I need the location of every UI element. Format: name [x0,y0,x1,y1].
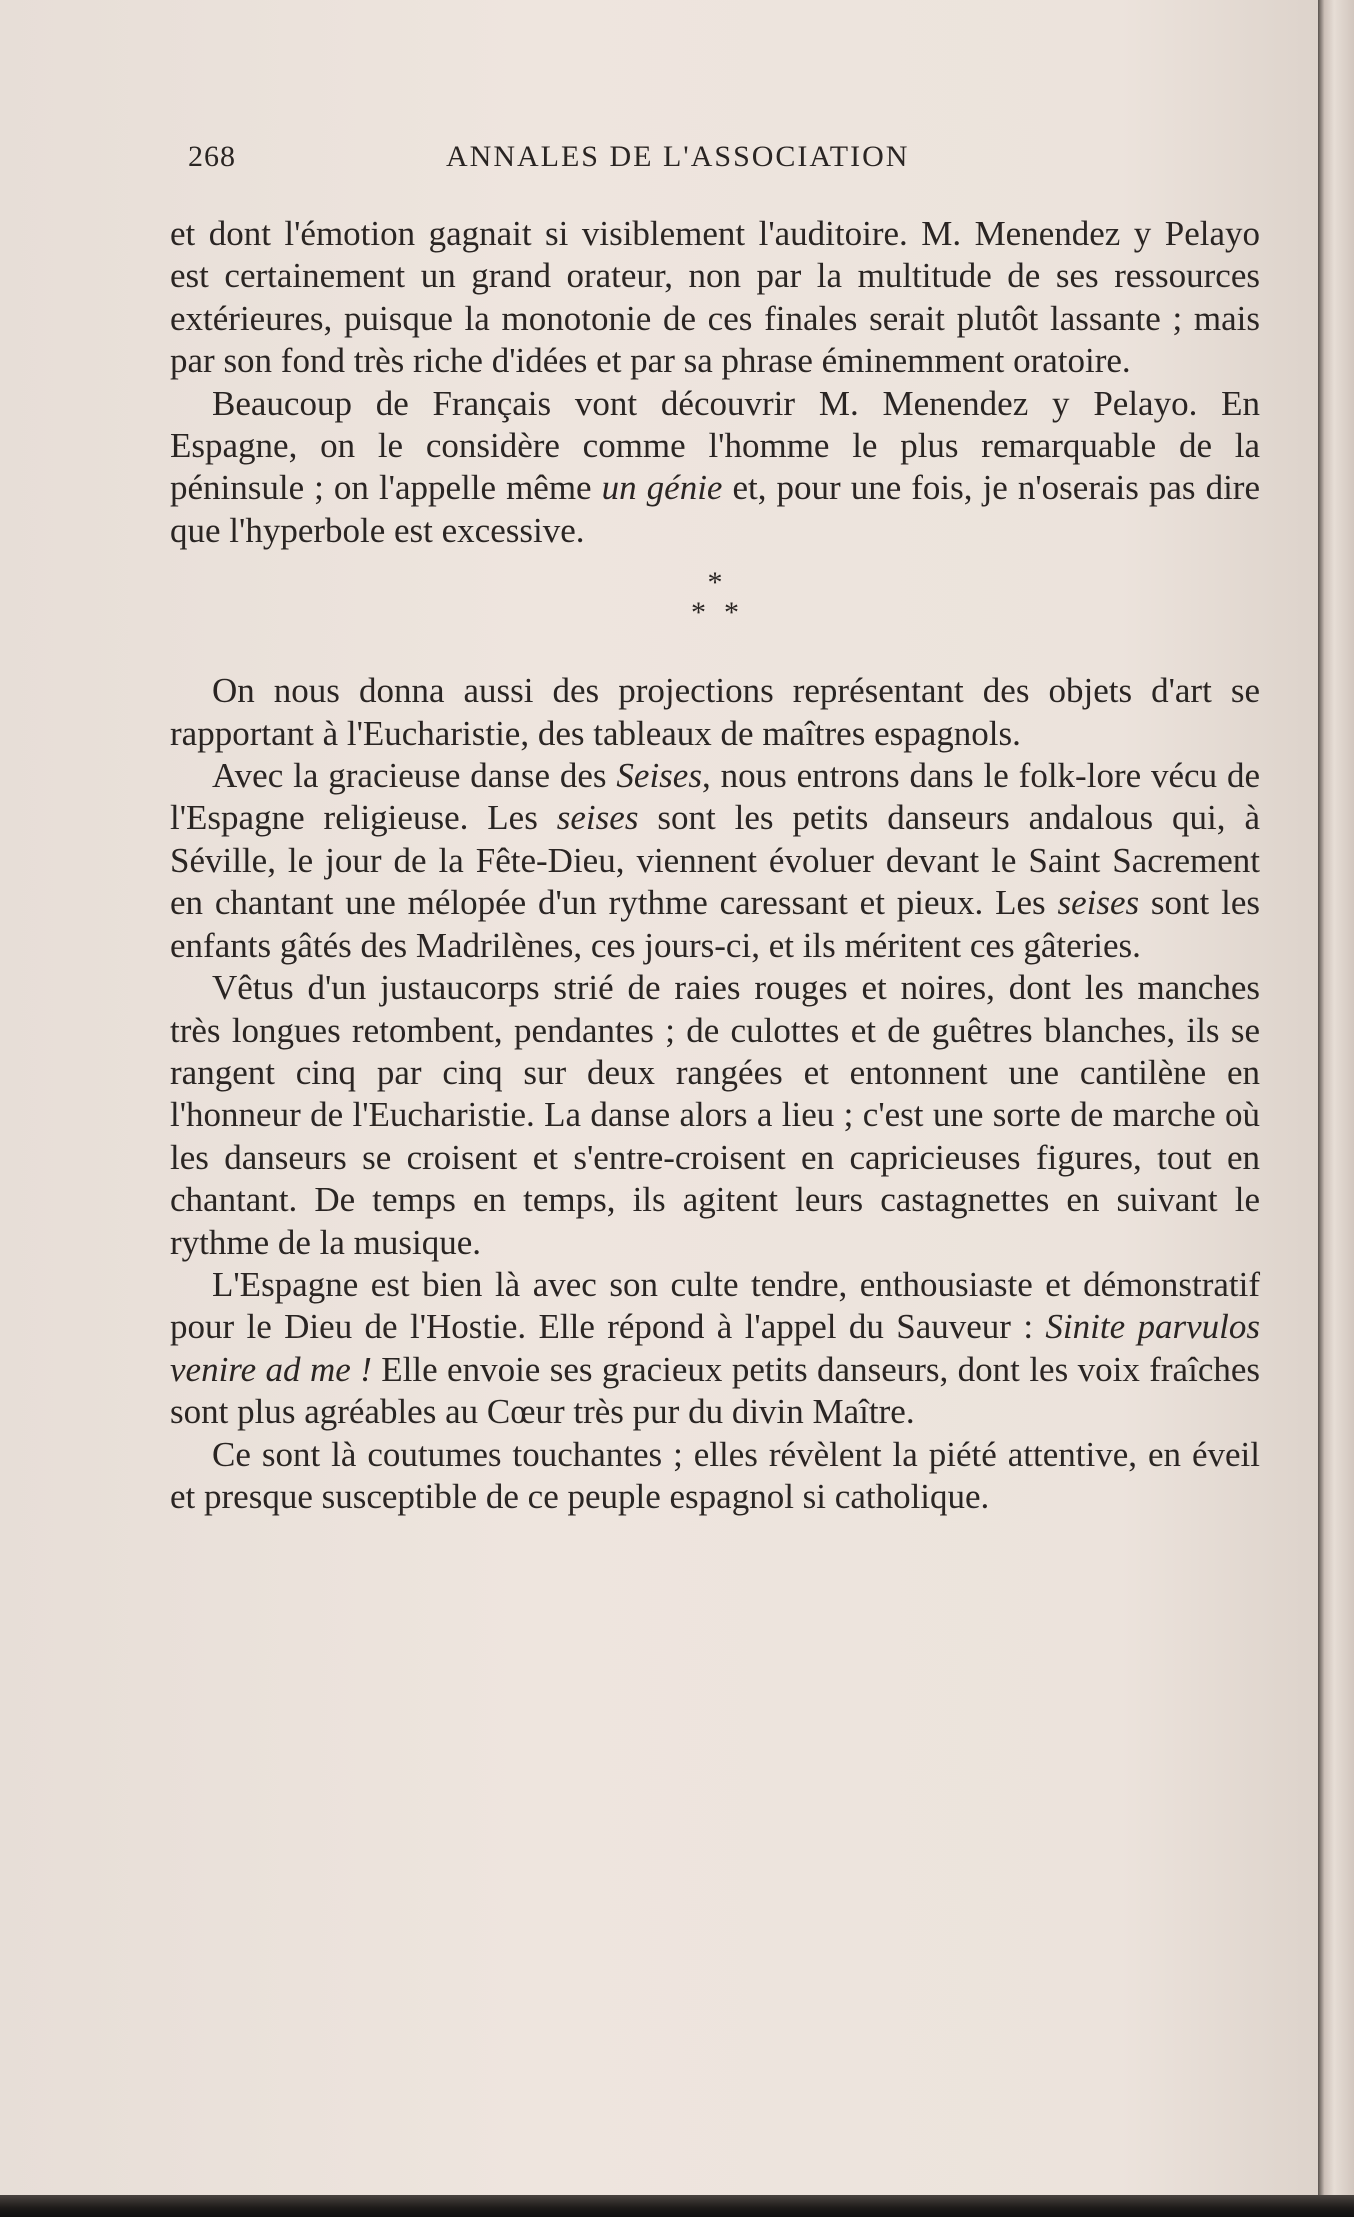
italic-run: seises [556,798,639,838]
paragraph: On nous donna aussi des projections représentant des objets d'art se rapportant à l'Eucharistie, des tableaux de maîtres espagnols. [170,671,1260,753]
italic-run: un génie [601,468,723,508]
paragraph [170,1264,1260,1434]
italic-run: Sinite parvulos venire ad me ! [170,1307,1260,1389]
text-run: Avec la gracieuse danse des [212,756,617,796]
paragraph [170,383,1260,553]
asterism-top: * [707,566,723,600]
page-edge-bottom [0,2195,1354,2217]
italic-run: Seises [616,756,702,796]
text-run: Beaucoup de Français vont découvrir M. Menendez y Pelayo. En Espagne, on le considère comme l'homme le plus remarquable de la péninsule ; on l'appelle même [170,383,1260,508]
page-number: 268 [188,140,236,173]
page-header [188,140,1260,188]
text-run: sont les enfants gâtés des Madrilènes, ces jours-ci, et ils méritent ces gâteries. [170,883,1260,965]
italic-run: seises [1057,883,1140,923]
text-run: et, pour une fois, je n'oserais pas dire que l'hyperbole est excessive. [170,468,1260,550]
asterism [170,552,1260,670]
paragraph: Vêtus d'un justaucorps strié de raies rouges et noires, dont les manches très longues retombent, pendantes ; de culottes et de guêtres blanches, ils se rangent cinq par cinq sur deux rangées et entonnent une cantilène en l'honneur de l'Eucharistie. La danse alors a lieu ; c'est une sorte de marche où les danseurs se croisent et s'entre-croisent en capricieuses figures, tout en chantant. De temps en temps, ils agitent leurs castagnettes en suivant le rythme de la musique. [170,968,1260,1262]
page-edge-right [1318,0,1354,2217]
text-run: , nous entrons dans le folk-lore vécu de l'Espagne religieuse. Les [170,756,1260,838]
text-run: sont les petits danseurs andalous qui, à Séville, le jour de la Fête-Dieu, viennent évoluer devant le Saint Sacrement en chantant une mélopée d'un rythme caressant et pieux. Les [170,798,1260,923]
running-title: ANNALES DE L'ASSOCIATION [446,140,910,173]
paragraph: Ce sont là coutumes touchantes ; elles révèlent la piété attentive, en éveil et presque susceptible de ce peuple espagnol si catholique. [170,1434,1260,1516]
text-run: Elle envoie ses gracieux petits danseurs, dont les voix fraîches sont plus agréables au Cœur très pur du divin Maître. [170,1349,1261,1432]
paragraph: et dont l'émotion gagnait si visiblement l'auditoire. M. Menendez y Pelayo est certainement un grand orateur, non par la multitude de ses ressources extérieures, puisque la monotonie de ces finales serait plutôt lassante ; mais par son fond très riche d'idées et par sa phrase éminemment oratoire. [170,214,1260,381]
asterism-bottom: ** [691,596,757,630]
text-run: L'Espagne est bien là avec son culte tendre, enthousiaste et démonstratif pour le Dieu de l'Hostie. Elle répond à l'appel du Sauveur : [170,1264,1260,1347]
body-text [170,213,1260,1518]
paragraph [170,755,1260,967]
